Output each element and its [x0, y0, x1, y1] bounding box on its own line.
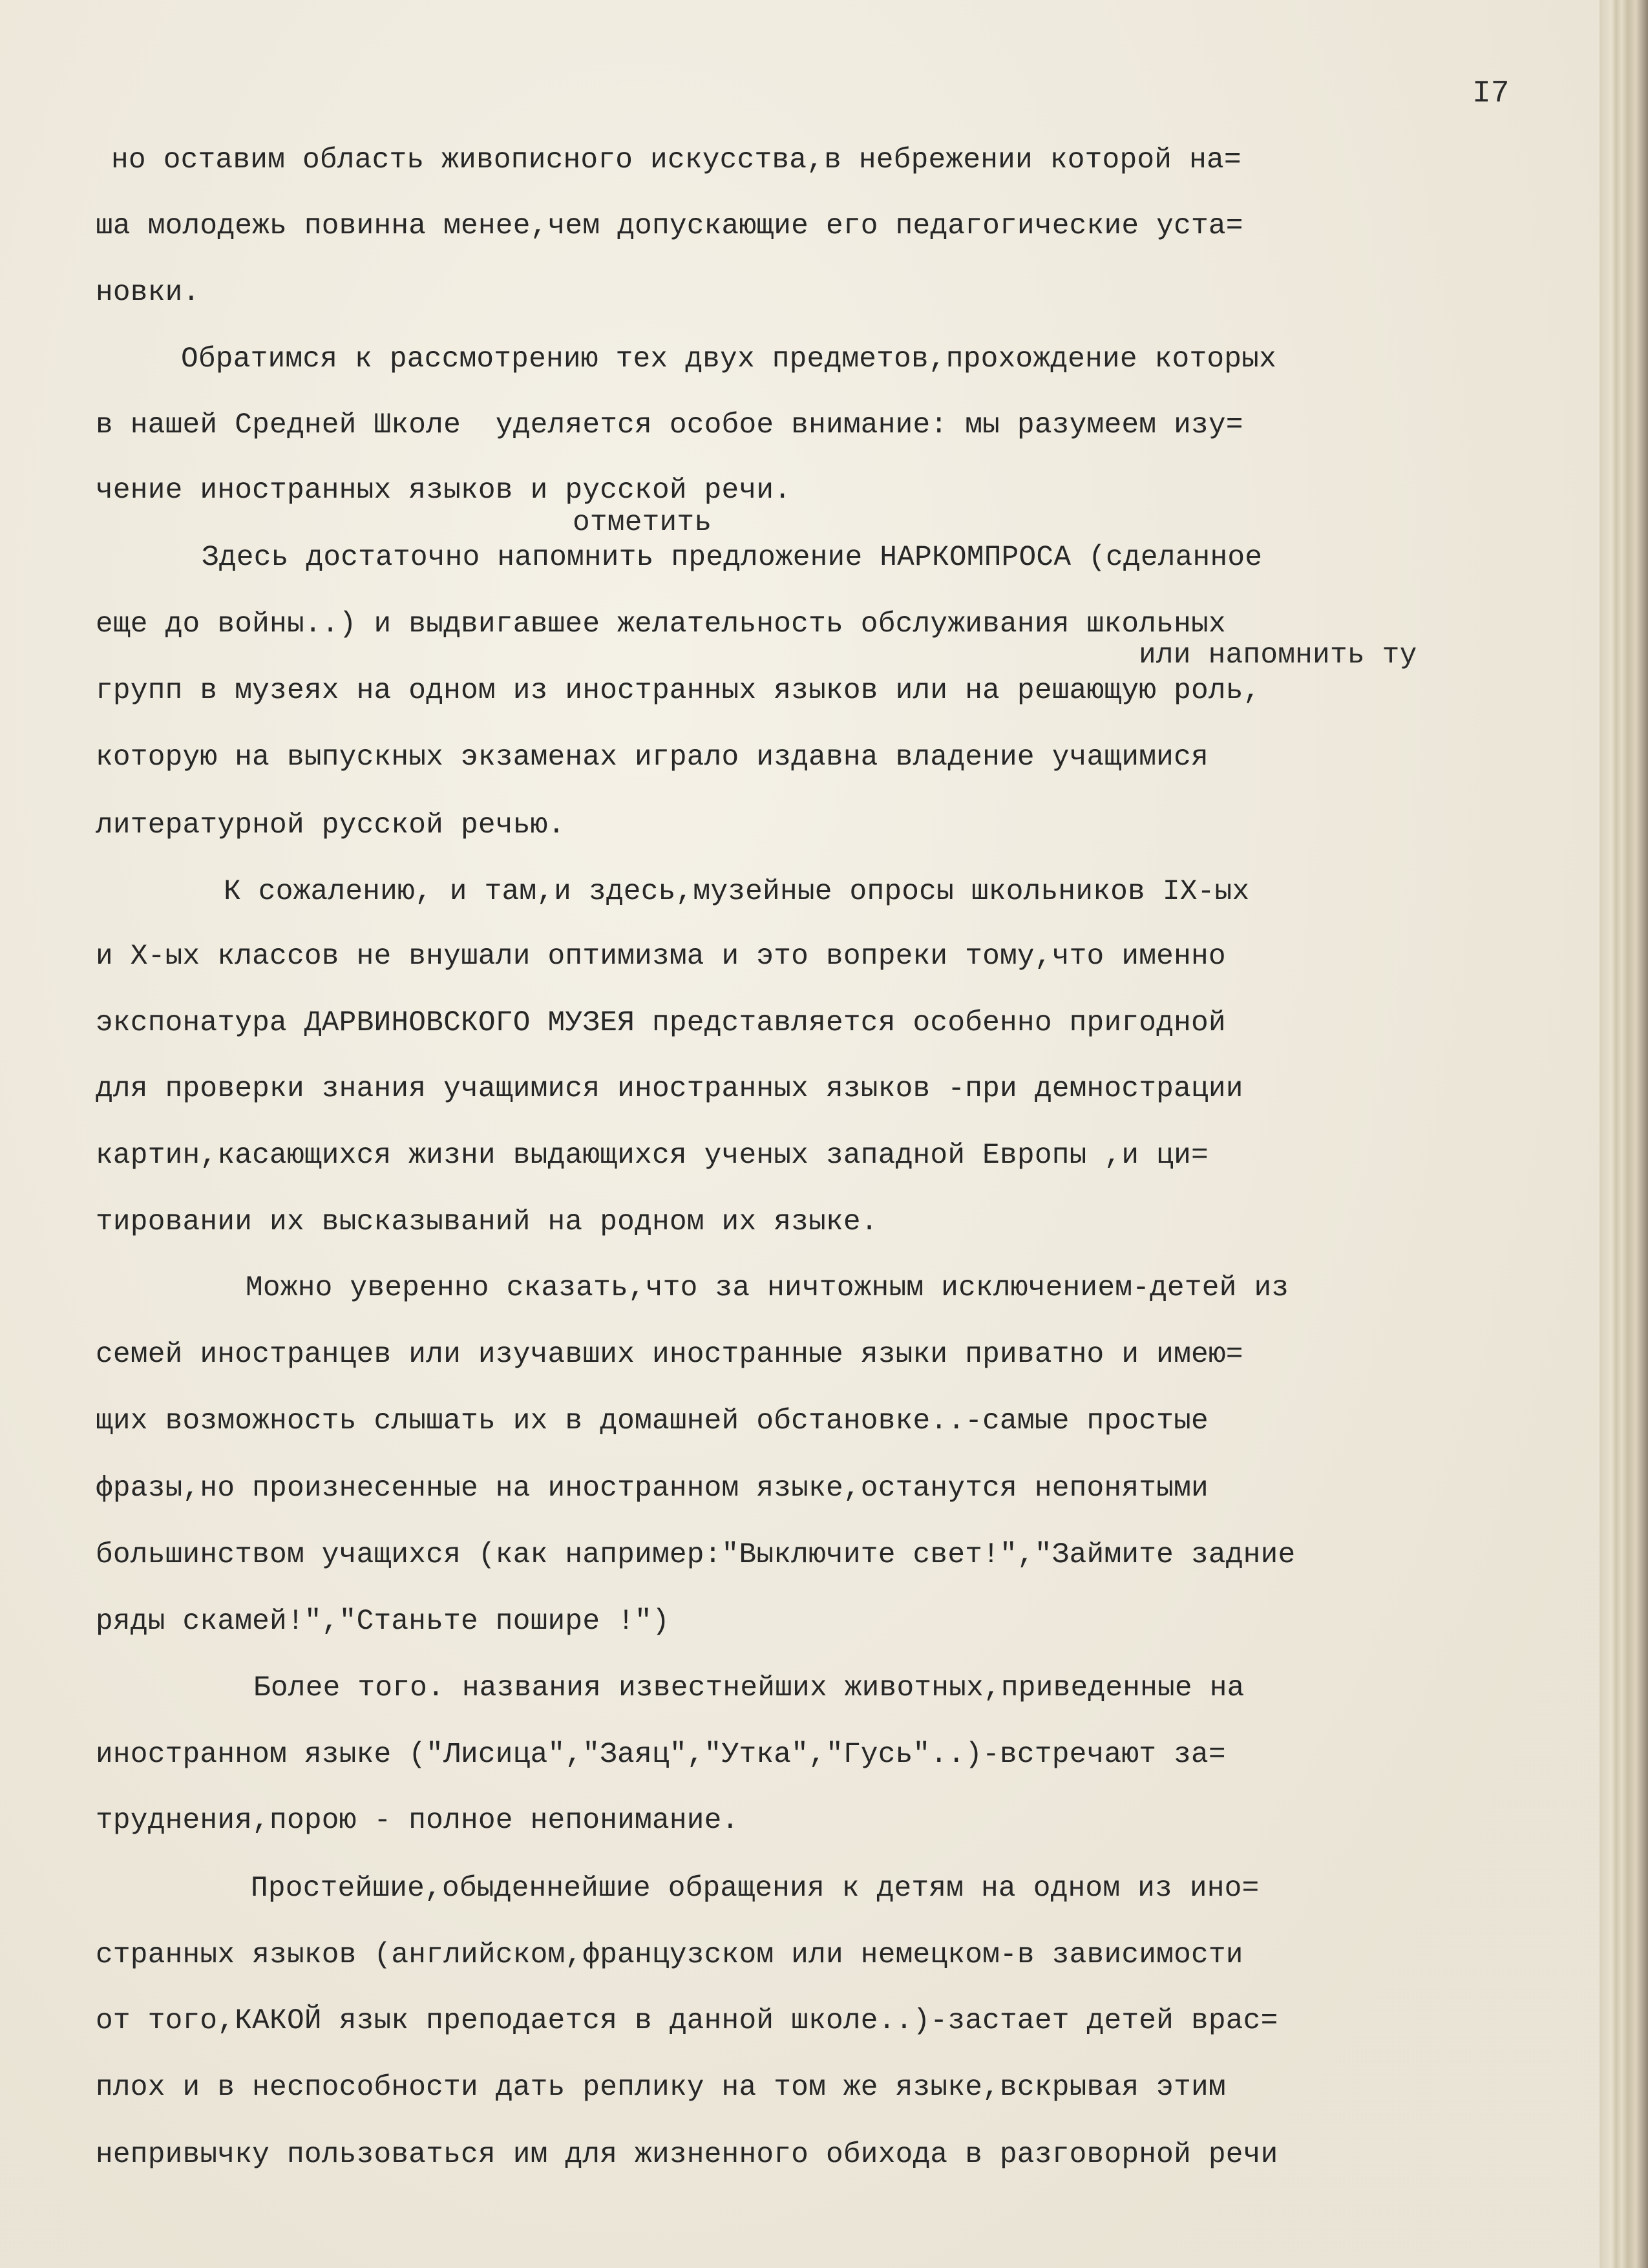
- text-line: большинством учащихся (как например:"Выключите свет!","Займите задние: [96, 1539, 1296, 1571]
- text-line: непривычку пользоваться им для жизненного обихода в разговорной речи: [96, 2139, 1278, 2171]
- text-line: Можно уверенно сказать,что за ничтожным исключением-детей из: [246, 1272, 1289, 1304]
- insertion-note: отметить: [573, 507, 712, 539]
- text-line: Более того. названия известнейших животных,приведенные на: [253, 1672, 1245, 1704]
- text-line: щих возможность слышать их в домашней обстановке..-самые простые: [96, 1405, 1209, 1437]
- page-edge: [1600, 0, 1648, 2268]
- text-line: Простейшие,обыденнейшие обращения к детям на одном из ино=: [251, 1872, 1260, 1905]
- text-line: картин,касающихся жизни выдающихся ученых западной Европы ,и ци=: [96, 1139, 1209, 1172]
- text-line: ша молодежь повинна менее,чем допускающие его педагогические уста=: [96, 210, 1243, 242]
- insertion-note: или напомнить ту: [1139, 639, 1417, 672]
- text-line: экспонатура ДАРВИНОВСКОГО МУЗЕЯ представляется особенно пригодной: [96, 1007, 1226, 1039]
- text-line: групп в музеях на одном из иностранных языков или на решающую роль,: [96, 675, 1261, 707]
- text-line: чение иностранных языков и русской речи.: [96, 474, 792, 507]
- text-line: в нашей Средней Школе уделяется особое внимание: мы разумеем изу=: [96, 409, 1243, 441]
- text-line: еще до войны..) и выдвигавшее желательность обслуживания школьных: [96, 608, 1226, 641]
- text-line: и X-ых классов не внушали оптимизма и это вопреки тому,что именно: [96, 940, 1226, 973]
- text-line: новки.: [96, 277, 200, 309]
- text-line: странных языков (английском,французском или немецком-в зависимости: [96, 1939, 1243, 1971]
- page-number: I7: [1472, 76, 1510, 111]
- text-line: К сожалению, и там,и здесь,музейные опросы школьников IX-ых: [224, 876, 1250, 908]
- text-line: плох и в неспособности дать реплику на том же языке,вскрывая этим: [96, 2072, 1226, 2104]
- text-line: фразы,но произнесенные на иностранном языке,останутся непонятыми: [96, 1472, 1209, 1505]
- text-line: семей иностранцев или изучавших иностранные языки приватно и имею=: [96, 1339, 1243, 1371]
- text-line: ряды скамей!","Станьте пошире !"): [96, 1606, 670, 1638]
- text-line: иностранном языке ("Лисица","Заяц","Утка","Гусь"..)-встречают за=: [96, 1739, 1226, 1771]
- text-line: труднения,порою - полное непонимание.: [96, 1805, 739, 1837]
- text-line: для проверки знания учащимися иностранных языков -при демнострации: [96, 1073, 1243, 1105]
- text-line: Обратимся к рассмотрению тех двух предметов,прохождение которых: [181, 343, 1276, 376]
- text-line: но оставим область живописного искусства,в небрежении которой на=: [111, 144, 1241, 176]
- text-line: Здесь достаточно напомнить предложение НАРКОМПРОСА (сделанное: [202, 542, 1263, 574]
- text-line: литературной русской речью.: [96, 809, 565, 842]
- text-line: тировании их высказываний на родном их языке.: [96, 1206, 878, 1238]
- text-line: от того,КАКОЙ язык преподается в данной школе..)-застает детей врас=: [96, 2005, 1278, 2037]
- text-line: которую на выпускных экзаменах играло издавна владение учащимися: [96, 741, 1209, 774]
